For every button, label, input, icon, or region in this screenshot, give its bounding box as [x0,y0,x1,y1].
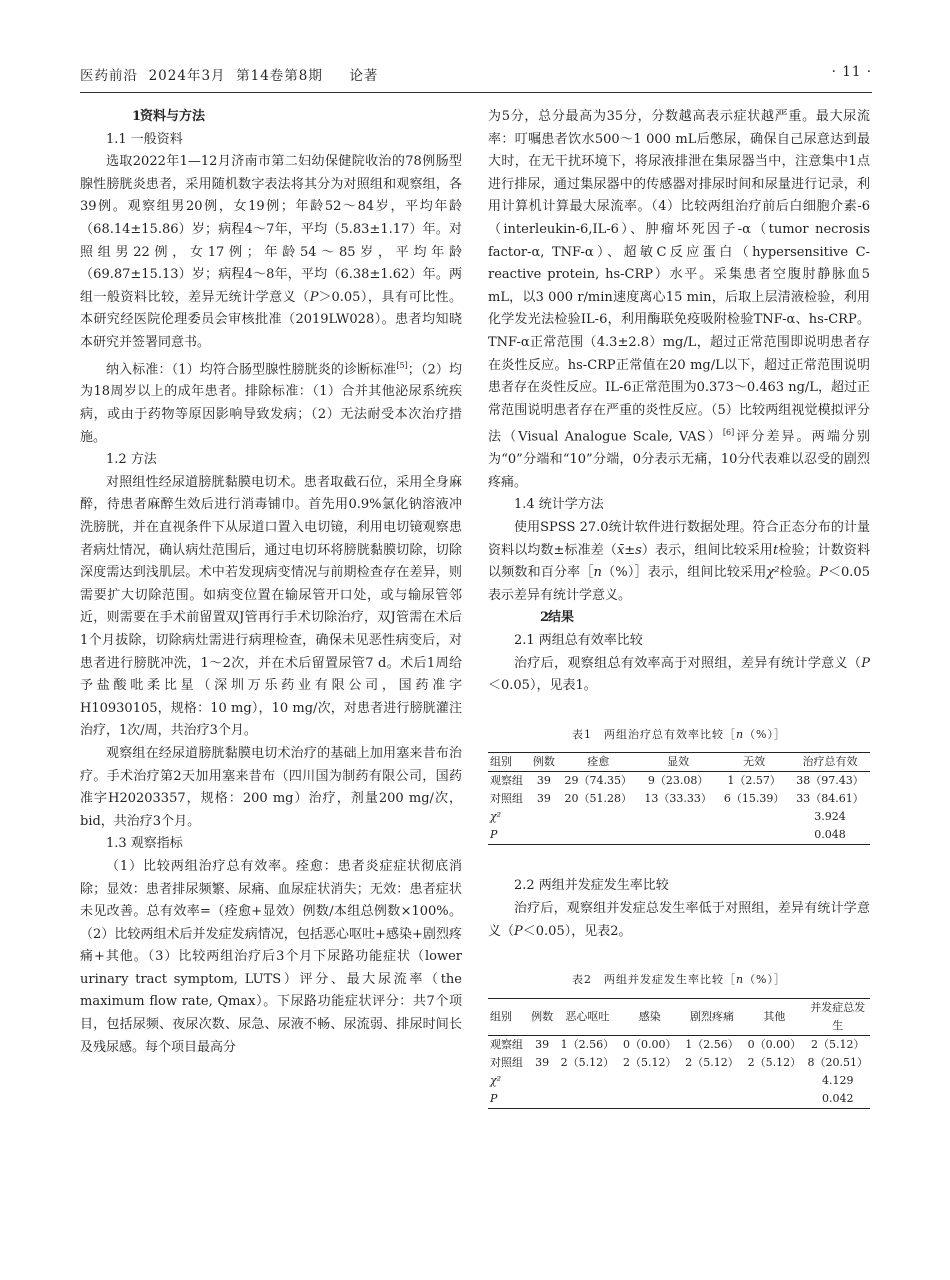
table-cell: 13（33.33） [644,792,712,806]
table-cell [718,826,790,845]
stat-label [488,826,529,845]
table-cell: 29（74.35） [564,774,633,788]
column-header: 治疗总有效 [790,753,870,772]
table-cell [718,808,790,826]
table-cell [529,826,558,845]
text-run: ＜0.05），见表1。 [488,678,597,694]
stat-value: 0.048 [790,826,870,845]
text-run: （%）］ [744,973,787,987]
text-run: （%）］表示，组间比较采用 [601,565,767,581]
stat-label [488,1090,528,1109]
column-header: 并发症总发生 [806,998,871,1035]
column-header: 例数 [529,753,558,772]
column-header: 恶心呕吐 [556,998,618,1035]
text-run: P [490,1091,498,1105]
text-run: 为5分，总分最高为35分，分数越高表示症状越严重。最大尿流率：叮嘱患者饮水500～1 000 mL后憋尿，确保自己尿意达到最大时，在无干扰环境下，将尿液排泄在集尿器当中，注意集中1点进行排尿，通过集尿器中的传感器对排尿时间和尿量进行记录，利用计算机计算最大尿流率。（4）比较两组治疗前后白细胞介素-6（interleukin-6,IL-6）、肿瘤坏死因子-α（tumor necrosis factor-α, TNF-α）、超敏C反应蛋白（hypersensitive C-reactive protein, hs-CRP）水平。采集患者空腹肘静脉血5 mL，以3 000 r/min速度离心15 min，后取上层清液检验，利用化学发光法检验IL-6，利用酶联免疫吸附检验TNF-α、hs-CRP。TNF-α正常范围（4.3±2.8）mg/L，超过正常范围即说明患者存在炎性反应。hs-CRP正常值在20 mg/L以下，超过正常范围说明患者存在炎性反应。IL-6正常范围为0.373～0.463 ng/L，超过正常范围说明患者存在严重的炎性反应。（5）比较两组视觉模拟评分法（Visual Analogue Scale, VAS） [488,109,870,445]
citation-ref: [6] [722,428,735,438]
table-cell: 2（5.12） [811,1037,865,1051]
table-cell [743,1072,805,1090]
text-run: 评分差异。两端分别为“0”分端和“10”分端，0分表示无痛，10分代表难以忍受的剧烈疼痛。 [488,429,870,490]
table-cell [556,1090,618,1109]
table1 [488,752,870,845]
column-header: 组别 [488,998,528,1035]
text-run: ＜0.05），见表2。 [522,923,632,939]
table-cell [528,1072,556,1090]
table-cell: 2（5.12） [560,1055,615,1069]
table-stat-row [488,826,870,845]
stat-value: 4.129 [822,1073,854,1087]
table-cell [619,1090,681,1109]
text-run: 纳入标准：（1）均符合肠型腺性膀胱炎的诊断标准 [106,361,397,377]
text-run: P [819,565,829,581]
text-run: ）表示，组间比较采用 [641,542,773,558]
text-run: n [735,973,745,987]
table-cell: 39 [536,792,551,806]
section-1-heading [80,106,462,129]
table-cell: 观察组 [490,1037,523,1051]
paragraph-statistics [488,517,870,607]
column-header: 例数 [528,998,556,1035]
stat-label [488,808,529,826]
text-run: 治疗后，观察组总有效率高于对照组，差异有统计学意义（ [514,655,862,671]
table-cell: 39 [535,1037,550,1051]
table-header-row [488,998,870,1035]
table-cell [558,808,638,826]
table-cell: 38（97.43） [796,774,864,788]
subsection-1-4-heading: 1.4 统计学方法 [514,497,604,513]
running-header [80,62,872,93]
paragraph-indicators: （1）比较两组治疗总有效率。痊愈：患者炎症症状彻底消除；显效：患者排尿频繁、尿痛、血尿症状消失；无效：患者症状未见改善。总有效率=（痊愈+显效）例数/本组总例数×100%。（2）比较两组术后并发症发病情况，包括恶心呕吐+感染+剧烈疼痛+其他。（3）比较两组治疗后3个月下尿路功能症状（lower urinary tract symptom, LUTS）评分、最大尿流率（the maximum flow rate, Qmax）。下尿路功能症状评分：共7个项目，包括尿频、夜尿次数、尿急、尿液不畅、尿流弱、排尿时间长及残尿感。每个项目最高分 [80,858,462,1055]
text-run: P [514,923,523,939]
text-run: t [773,542,779,558]
section-title: 资料与方法 [140,109,206,124]
paragraph-general-info [80,151,462,354]
paragraph-criteria [80,355,462,450]
table2-caption [488,969,870,992]
table-cell: 观察组 [490,774,523,788]
table1-caption [488,724,870,747]
table-cell [619,1072,681,1090]
table-cell: 1（2.57） [727,774,781,788]
text-run: χ² [490,810,502,824]
table-row [488,772,870,791]
paragraph-indicators-continued [488,106,870,494]
subsection-1-2-heading: 1.2 方法 [106,452,157,468]
table2 [488,998,870,1109]
table-cell: 0（0.00） [747,1037,802,1051]
subsection-2-1-heading: 2.1 两组总有效率比较 [514,632,643,648]
stat-value: 3.924 [814,810,846,824]
text-run: n [735,727,745,741]
table-cell [638,826,718,845]
paragraph-efficacy [488,653,870,698]
text-run: 检验。 [779,565,820,581]
table-stat-row [488,808,870,826]
text-run: 表2 两组并发症发生率比较［ [571,973,736,987]
section-number: 2 [540,610,550,626]
paragraph-observation-method: 观察组在经尿道膀胱黏膜电切术治疗的基础上加用塞来昔布治疗。手术治疗第2天加用塞来昔布（四川国为制药有限公司，国药准字H20203357，规格：200 mg）治疗，剂量200 mg/次，bid，共治疗3个月。 [80,745,462,829]
stat-value: 0.042 [806,1090,871,1109]
table-cell: 39 [535,1055,550,1069]
table-cell [529,808,558,826]
table-cell: 33（84.61） [796,792,864,806]
column-header: 显效 [638,753,718,772]
text-run: χ² [766,565,780,581]
column-header: 痊愈 [558,753,638,772]
table-cell [743,1090,805,1109]
table-cell: 2（5.12） [747,1055,802,1069]
column-header: 其他 [743,998,805,1035]
table-cell [556,1072,618,1090]
column-header: 组别 [488,753,529,772]
column-header: 无效 [718,753,790,772]
table-cell [681,1072,743,1090]
table-header-row [488,753,870,772]
text-run: ＜0.05表示差异有统计学意义。 [488,565,870,603]
text-run: （%）］ [744,727,787,741]
table-row [488,1054,870,1072]
text-run: P [490,828,498,842]
table-cell [558,826,638,845]
text-run: 选取2022年1—12月济南市第二妇幼保健院收治的78例肠型腺性膀胱炎患者，采用随机数字表法将其分为对照组和观察组，各39例。观察组男20例，女19例；年龄52～84岁，平均年龄（68.14±15.86）岁；病程4～7年，平均（5.83±1.17）年。对照组男22例，女17例；年龄54～85岁，平均年龄（69.87±15.13）岁；病程4～8年，平均（6.38±1.62）年。两组一般资料比较，差异无统计学意义（ [80,154,462,305]
table-cell: 8（20.51） [807,1055,868,1069]
citation-ref: [5] [396,360,408,370]
table-cell: 对照组 [490,792,523,806]
text-run: ＞0.05），具有可比性。本研究经医院伦理委员会审核批准（2019LW028）。患者均知晓本研究并签署同意书。 [80,289,462,350]
text-run: P [309,289,319,305]
table-row [488,790,870,808]
text-run: 治疗后，观察组并发症总发生率低于对照组，差异有统计学意义（ [488,900,870,939]
table-cell: 6（15.39） [723,792,785,806]
table-cell: 39 [536,774,551,788]
table-stat-row [488,1072,870,1090]
text-run: 表1 两组治疗总有效率比较［ [571,727,736,741]
section-number: 1 [132,109,142,124]
table-cell: 1（2.56） [685,1037,739,1051]
text-run: 检验；计数资料以频数和百分率［ [488,542,870,581]
paragraph-complications [488,898,870,943]
journal-info: 医药前沿 2024年3月 第14卷第8期 论著 [80,68,379,84]
subsection-1-1-heading: 1.1 一般资料 [106,131,183,147]
text-run: P [861,655,870,671]
text-run: ；（2）均为18周岁以上的成年患者。排除标准：（1）合并其他泌尿系统疾病，或由于药物等原因影响导致发病；（2）无法耐受本次治疗措施。 [80,361,462,445]
column-header: 剧烈疼痛 [681,998,743,1035]
section-title: 结果 [548,610,575,626]
table-cell [681,1090,743,1109]
stat-label [488,1072,528,1090]
table-cell: 2（5.12） [685,1055,739,1069]
table-cell: 2（5.12） [622,1055,677,1069]
table-cell: 对照组 [490,1055,523,1069]
table-stat-row [488,1090,870,1109]
table-cell [638,808,718,826]
text-run: n [593,565,602,581]
page-number: · 11 · [831,64,872,80]
column-header: 感染 [619,998,681,1035]
table-cell: 20（51.28） [564,792,633,806]
paragraph-control-method: 对照组性经尿道膀胱黏膜电切术。患者取截石位，采用全身麻醉，待患者麻醉生效后进行消毒铺巾。首先用0.9%氯化钠溶液冲洗膀胱，并在直视条件下从尿道口置入电切镜，利用电切镜观察患者病灶情况，确认病灶范围后，通过电切环将膀胱黏膜切除，切除深度需达到浅肌层。术中若发现病变情况与前期检查存在差异，则需要扩大切除范围。如病变位置在输尿管开口处，或与输尿管邻近，则需要在手术前留置双J管再行手术切除治疗，双J管需在术后1个月拔除，切除病灶需进行病理检查，确保未见恶性病变后，对患者进行膀胱冲洗，1～2次，并在术后留置尿管7 d。术后1周给予盐酸吡柔比星（深圳万乐药业有限公司，国药准字H10930105，规格：10 mg），10 mg/次，对患者进行膀胱灌注治疗，1次/周，共治疗3个月。 [80,474,462,739]
table-cell: 0（0.00） [622,1037,677,1051]
subsection-1-3-heading: 1.3 观察指标 [106,836,183,852]
table-row [488,1035,870,1054]
left-column [80,106,462,1059]
table-cell: 9（23.08） [647,774,709,788]
text-run: x̄±s [616,542,642,558]
text-run: 使用SPSS 27.0统计软件进行数据处理。符合正态分布的计量资料以均数±标准差（ [488,520,870,558]
section-2-heading [488,607,870,630]
text-run: χ² [490,1073,502,1087]
subsection-2-2-heading: 2.2 两组并发症发生率比较 [514,878,669,894]
table-cell: 1（2.56） [560,1037,615,1051]
right-column [488,106,870,1109]
table-cell [528,1090,556,1109]
